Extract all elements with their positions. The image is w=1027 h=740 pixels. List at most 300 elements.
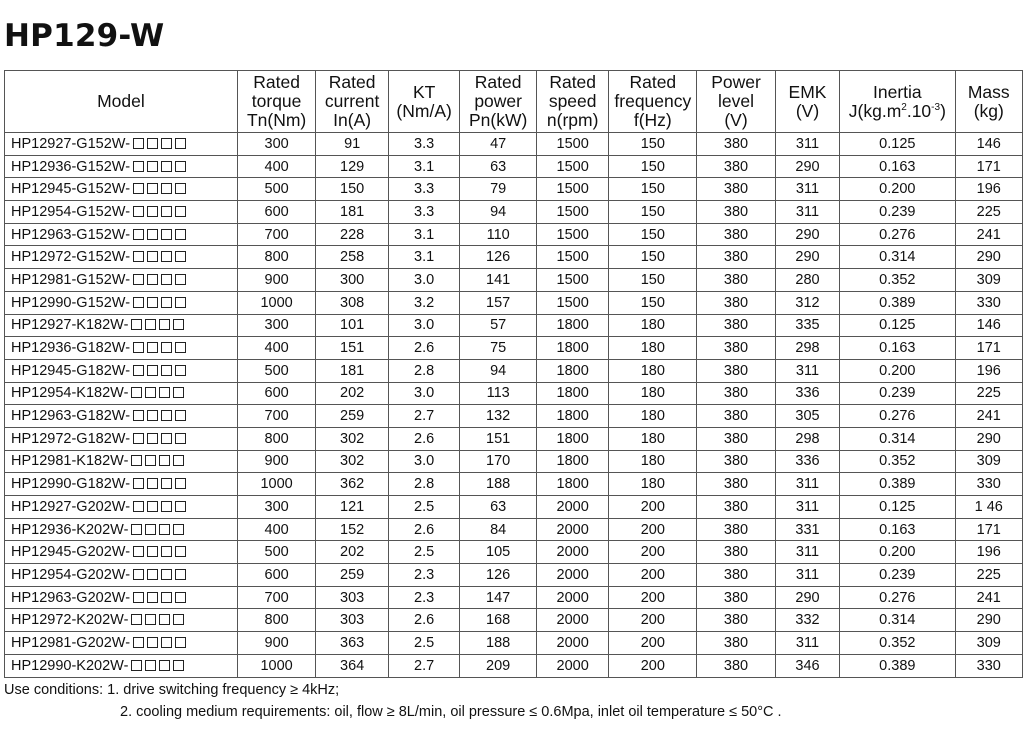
- cell-model: [5, 518, 238, 541]
- cell-power: 126: [460, 564, 537, 587]
- cell-inertia: 0.276: [840, 223, 955, 246]
- table-row: [5, 541, 1023, 564]
- cell-emk: 346: [775, 654, 839, 677]
- cell-mass: 241: [955, 223, 1022, 246]
- placeholder-box-icon: [133, 206, 144, 217]
- cell-inertia: 0.200: [840, 178, 955, 201]
- cell-current: 121: [316, 496, 388, 519]
- cell-speed: 1500: [536, 155, 608, 178]
- cell-model: [5, 314, 238, 337]
- model-code: HP12972-K202W-: [11, 612, 129, 629]
- cell-model: [5, 246, 238, 269]
- placeholder-box-icon: [161, 138, 172, 149]
- table-body: [5, 133, 1023, 678]
- cell-power: 84: [460, 518, 537, 541]
- placeholder-box-icon: [133, 229, 144, 240]
- cell-emk: 290: [775, 155, 839, 178]
- cell-power: 63: [460, 155, 537, 178]
- cell-current: 202: [316, 541, 388, 564]
- cell-torque: 1000: [237, 654, 316, 677]
- option-code-placeholders: [131, 385, 187, 401]
- cell-inertia: 0.314: [840, 609, 955, 632]
- cell-speed: 1800: [536, 382, 608, 405]
- placeholder-box-icon: [173, 660, 184, 671]
- table-row: [5, 269, 1023, 292]
- cell-speed: 1800: [536, 473, 608, 496]
- cell-inertia: 0.200: [840, 541, 955, 564]
- cell-frequency: 200: [609, 564, 697, 587]
- header-power-level: Power level (V): [697, 71, 776, 133]
- cell-power-level: 380: [697, 178, 776, 201]
- table-row: [5, 427, 1023, 450]
- cell-emk: 336: [775, 382, 839, 405]
- cell-speed: 1500: [536, 246, 608, 269]
- cell-mass: 225: [955, 382, 1022, 405]
- cell-model: [5, 133, 238, 156]
- cell-power: 151: [460, 427, 537, 450]
- cell-frequency: 150: [609, 246, 697, 269]
- placeholder-box-icon: [161, 637, 172, 648]
- placeholder-box-icon: [131, 660, 142, 671]
- placeholder-box-icon: [145, 524, 156, 535]
- cell-mass: 196: [955, 541, 1022, 564]
- cell-model: [5, 541, 238, 564]
- table-row: [5, 473, 1023, 496]
- model-code: HP12945-G152W-: [11, 181, 131, 198]
- cell-power-level: 380: [697, 382, 776, 405]
- placeholder-box-icon: [147, 251, 158, 262]
- cell-current: 150: [316, 178, 388, 201]
- cell-power-level: 380: [697, 473, 776, 496]
- cell-power-level: 380: [697, 405, 776, 428]
- cell-current: 303: [316, 609, 388, 632]
- cell-model: [5, 496, 238, 519]
- cell-frequency: 180: [609, 359, 697, 382]
- cell-torque: 800: [237, 427, 316, 450]
- cell-power-level: 380: [697, 632, 776, 655]
- cell-kt: 2.6: [388, 427, 459, 450]
- model-code: HP12927-K182W-: [11, 317, 129, 334]
- cell-kt: 2.5: [388, 541, 459, 564]
- placeholder-box-icon: [175, 138, 186, 149]
- cell-inertia: 0.352: [840, 450, 955, 473]
- cell-mass: 171: [955, 518, 1022, 541]
- model-code: HP12972-G182W-: [11, 430, 131, 447]
- model-code: HP12945-G202W-: [11, 544, 131, 561]
- placeholder-box-icon: [161, 251, 172, 262]
- cell-torque: 1000: [237, 473, 316, 496]
- placeholder-box-icon: [161, 229, 172, 240]
- cell-speed: 2000: [536, 609, 608, 632]
- cell-current: 259: [316, 564, 388, 587]
- model-code: HP12927-G152W-: [11, 135, 131, 152]
- cell-kt: 2.7: [388, 654, 459, 677]
- table-row: [5, 246, 1023, 269]
- option-code-placeholders: [133, 476, 189, 492]
- cell-model: [5, 337, 238, 360]
- cell-current: 303: [316, 586, 388, 609]
- cell-inertia: 0.125: [840, 496, 955, 519]
- cell-model: [5, 201, 238, 224]
- cell-frequency: 200: [609, 496, 697, 519]
- cell-frequency: 180: [609, 405, 697, 428]
- cell-model: [5, 223, 238, 246]
- cell-current: 258: [316, 246, 388, 269]
- option-code-placeholders: [133, 295, 189, 311]
- cell-power-level: 380: [697, 586, 776, 609]
- cell-torque: 900: [237, 269, 316, 292]
- cell-emk: 290: [775, 586, 839, 609]
- placeholder-box-icon: [175, 433, 186, 444]
- cell-kt: 2.5: [388, 632, 459, 655]
- cell-current: 228: [316, 223, 388, 246]
- cell-speed: 2000: [536, 518, 608, 541]
- cell-emk: 290: [775, 246, 839, 269]
- model-code: HP12936-G182W-: [11, 340, 131, 357]
- table-row: [5, 337, 1023, 360]
- cell-speed: 1800: [536, 314, 608, 337]
- placeholder-box-icon: [175, 592, 186, 603]
- placeholder-box-icon: [161, 274, 172, 285]
- cell-frequency: 150: [609, 178, 697, 201]
- model-code: HP12954-G152W-: [11, 203, 131, 220]
- table-row: [5, 133, 1023, 156]
- option-code-placeholders: [133, 408, 189, 424]
- placeholder-box-icon: [133, 297, 144, 308]
- cell-current: 364: [316, 654, 388, 677]
- cell-mass: 309: [955, 632, 1022, 655]
- cell-torque: 1000: [237, 291, 316, 314]
- cell-torque: 600: [237, 201, 316, 224]
- cell-power-level: 380: [697, 654, 776, 677]
- cell-current: 302: [316, 427, 388, 450]
- option-code-placeholders: [131, 658, 187, 674]
- placeholder-box-icon: [145, 614, 156, 625]
- placeholder-box-icon: [147, 229, 158, 240]
- cell-emk: 298: [775, 427, 839, 450]
- cell-frequency: 150: [609, 155, 697, 178]
- placeholder-box-icon: [161, 183, 172, 194]
- cell-mass: 330: [955, 291, 1022, 314]
- model-code: HP12936-G152W-: [11, 158, 131, 175]
- placeholder-box-icon: [131, 455, 142, 466]
- cell-mass: 146: [955, 133, 1022, 156]
- cell-frequency: 200: [609, 541, 697, 564]
- cell-mass: 290: [955, 427, 1022, 450]
- cell-kt: 3.1: [388, 246, 459, 269]
- option-code-placeholders: [133, 249, 189, 265]
- cell-emk: 336: [775, 450, 839, 473]
- cell-power: 79: [460, 178, 537, 201]
- cell-speed: 1500: [536, 291, 608, 314]
- cell-frequency: 200: [609, 632, 697, 655]
- cell-torque: 600: [237, 382, 316, 405]
- cell-speed: 2000: [536, 496, 608, 519]
- cell-power: 47: [460, 133, 537, 156]
- cell-kt: 3.0: [388, 269, 459, 292]
- table-row: [5, 654, 1023, 677]
- cell-torque: 600: [237, 564, 316, 587]
- cell-emk: 311: [775, 133, 839, 156]
- cell-power: 105: [460, 541, 537, 564]
- placeholder-box-icon: [161, 342, 172, 353]
- table-header-row: [5, 71, 1023, 133]
- cell-power: 188: [460, 632, 537, 655]
- cell-speed: 2000: [536, 632, 608, 655]
- cell-kt: 2.8: [388, 473, 459, 496]
- cell-power-level: 380: [697, 201, 776, 224]
- model-code: HP12963-G202W-: [11, 589, 131, 606]
- table-row: [5, 359, 1023, 382]
- cell-mass: 196: [955, 359, 1022, 382]
- placeholder-box-icon: [133, 637, 144, 648]
- placeholder-box-icon: [131, 319, 142, 330]
- cell-kt: 2.6: [388, 518, 459, 541]
- cell-emk: 311: [775, 201, 839, 224]
- model-code: HP12990-G152W-: [11, 294, 131, 311]
- cell-power-level: 380: [697, 359, 776, 382]
- cell-model: [5, 427, 238, 450]
- cell-kt: 3.2: [388, 291, 459, 314]
- cell-mass: 330: [955, 473, 1022, 496]
- cell-speed: 1500: [536, 223, 608, 246]
- cell-kt: 3.3: [388, 201, 459, 224]
- cell-torque: 900: [237, 632, 316, 655]
- cell-frequency: 150: [609, 133, 697, 156]
- header-kt: KT (Nm/A): [388, 71, 459, 133]
- cell-power-level: 380: [697, 291, 776, 314]
- cell-frequency: 180: [609, 314, 697, 337]
- placeholder-box-icon: [145, 660, 156, 671]
- option-code-placeholders: [133, 431, 189, 447]
- model-code: HP12972-G152W-: [11, 249, 131, 266]
- cell-speed: 1800: [536, 427, 608, 450]
- placeholder-box-icon: [159, 455, 170, 466]
- cell-frequency: 200: [609, 518, 697, 541]
- placeholder-box-icon: [159, 660, 170, 671]
- placeholder-box-icon: [133, 365, 144, 376]
- header-power: Rated power Pn(kW): [460, 71, 537, 133]
- cell-power: 188: [460, 473, 537, 496]
- cell-power-level: 380: [697, 427, 776, 450]
- table-row: [5, 586, 1023, 609]
- cell-current: 181: [316, 359, 388, 382]
- cell-power-level: 380: [697, 246, 776, 269]
- option-code-placeholders: [133, 567, 189, 583]
- cell-power-level: 380: [697, 450, 776, 473]
- header-speed: Rated speed n(rpm): [536, 71, 608, 133]
- placeholder-box-icon: [147, 501, 158, 512]
- cell-mass: 171: [955, 155, 1022, 178]
- cell-emk: 290: [775, 223, 839, 246]
- cell-current: 101: [316, 314, 388, 337]
- cell-inertia: 0.389: [840, 654, 955, 677]
- cell-kt: 2.6: [388, 337, 459, 360]
- cell-power-level: 380: [697, 518, 776, 541]
- cell-torque: 300: [237, 133, 316, 156]
- cell-mass: 309: [955, 450, 1022, 473]
- cell-kt: 3.1: [388, 155, 459, 178]
- placeholder-box-icon: [133, 478, 144, 489]
- cell-mass: 196: [955, 178, 1022, 201]
- cell-power: 110: [460, 223, 537, 246]
- model-code: HP12981-K182W-: [11, 453, 129, 470]
- option-code-placeholders: [133, 181, 189, 197]
- placeholder-box-icon: [175, 342, 186, 353]
- cell-speed: 2000: [536, 654, 608, 677]
- model-code: HP12945-G182W-: [11, 362, 131, 379]
- cell-inertia: 0.163: [840, 337, 955, 360]
- cell-model: [5, 178, 238, 201]
- placeholder-box-icon: [133, 592, 144, 603]
- cell-power: 168: [460, 609, 537, 632]
- placeholder-box-icon: [175, 546, 186, 557]
- placeholder-box-icon: [159, 524, 170, 535]
- cell-emk: 311: [775, 541, 839, 564]
- cell-current: 129: [316, 155, 388, 178]
- placeholder-box-icon: [159, 614, 170, 625]
- placeholder-box-icon: [175, 274, 186, 285]
- option-code-placeholders: [133, 204, 189, 220]
- cell-torque: 800: [237, 246, 316, 269]
- placeholder-box-icon: [147, 274, 158, 285]
- cell-kt: 3.3: [388, 178, 459, 201]
- table-row: [5, 496, 1023, 519]
- cell-model: [5, 450, 238, 473]
- cell-mass: 241: [955, 405, 1022, 428]
- placeholder-box-icon: [147, 183, 158, 194]
- cell-model: [5, 155, 238, 178]
- cell-frequency: 180: [609, 450, 697, 473]
- cell-emk: 335: [775, 314, 839, 337]
- cell-emk: 280: [775, 269, 839, 292]
- option-code-placeholders: [133, 499, 189, 515]
- cell-speed: 1500: [536, 178, 608, 201]
- cell-current: 151: [316, 337, 388, 360]
- cell-inertia: 0.239: [840, 564, 955, 587]
- cell-model: [5, 654, 238, 677]
- cell-emk: 311: [775, 178, 839, 201]
- placeholder-box-icon: [147, 410, 158, 421]
- placeholder-box-icon: [147, 637, 158, 648]
- cell-torque: 900: [237, 450, 316, 473]
- cell-torque: 700: [237, 223, 316, 246]
- placeholder-box-icon: [145, 387, 156, 398]
- cell-frequency: 180: [609, 382, 697, 405]
- cell-mass: 1 46: [955, 496, 1022, 519]
- cell-power-level: 380: [697, 155, 776, 178]
- cell-mass: 225: [955, 201, 1022, 224]
- placeholder-box-icon: [173, 614, 184, 625]
- table-row: [5, 223, 1023, 246]
- cell-kt: 2.5: [388, 496, 459, 519]
- placeholder-box-icon: [133, 161, 144, 172]
- cell-torque: 500: [237, 178, 316, 201]
- cell-speed: 1800: [536, 359, 608, 382]
- cell-inertia: 0.314: [840, 427, 955, 450]
- cell-power-level: 380: [697, 269, 776, 292]
- option-code-placeholders: [131, 453, 187, 469]
- placeholder-box-icon: [147, 161, 158, 172]
- placeholder-box-icon: [173, 524, 184, 535]
- placeholder-box-icon: [175, 229, 186, 240]
- model-code: HP12936-K202W-: [11, 521, 129, 538]
- header-torque: Rated torque Tn(Nm): [237, 71, 316, 133]
- cell-mass: 309: [955, 269, 1022, 292]
- cell-torque: 400: [237, 518, 316, 541]
- table-row: [5, 178, 1023, 201]
- placeholder-box-icon: [133, 410, 144, 421]
- cell-inertia: 0.163: [840, 518, 955, 541]
- cell-mass: 290: [955, 609, 1022, 632]
- model-code: HP12954-G202W-: [11, 566, 131, 583]
- cell-frequency: 200: [609, 586, 697, 609]
- option-code-placeholders: [133, 159, 189, 175]
- model-code: HP12990-K202W-: [11, 657, 129, 674]
- option-code-placeholders: [131, 522, 187, 538]
- cell-inertia: 0.389: [840, 473, 955, 496]
- use-conditions-notes: [4, 679, 782, 723]
- table-row: [5, 382, 1023, 405]
- cell-frequency: 150: [609, 201, 697, 224]
- placeholder-box-icon: [161, 501, 172, 512]
- placeholder-box-icon: [133, 546, 144, 557]
- placeholder-box-icon: [175, 206, 186, 217]
- model-code: HP12981-G152W-: [11, 271, 131, 288]
- option-code-placeholders: [133, 590, 189, 606]
- placeholder-box-icon: [173, 319, 184, 330]
- placeholder-box-icon: [145, 455, 156, 466]
- cell-emk: 298: [775, 337, 839, 360]
- cell-current: 91: [316, 133, 388, 156]
- cell-emk: 331: [775, 518, 839, 541]
- note-line-2: 2. cooling medium requirements: oil, flow ≥ 8L/min, oil pressure ≤ 0.6Mpa, inlet oil temperature ≤ 50°C .: [120, 704, 782, 720]
- cell-speed: 2000: [536, 586, 608, 609]
- cell-power: 157: [460, 291, 537, 314]
- cell-power: 126: [460, 246, 537, 269]
- cell-inertia: 0.276: [840, 405, 955, 428]
- cell-power-level: 380: [697, 337, 776, 360]
- option-code-placeholders: [133, 363, 189, 379]
- cell-kt: 3.3: [388, 133, 459, 156]
- cell-speed: 1500: [536, 201, 608, 224]
- placeholder-box-icon: [133, 569, 144, 580]
- cell-inertia: 0.125: [840, 133, 955, 156]
- cell-kt: 2.6: [388, 609, 459, 632]
- cell-current: 259: [316, 405, 388, 428]
- header-emk: EMK (V): [775, 71, 839, 133]
- option-code-placeholders: [131, 317, 187, 333]
- placeholder-box-icon: [173, 387, 184, 398]
- model-code: HP12954-K182W-: [11, 385, 129, 402]
- cell-current: 202: [316, 382, 388, 405]
- placeholder-box-icon: [147, 592, 158, 603]
- table-row: [5, 405, 1023, 428]
- placeholder-box-icon: [161, 478, 172, 489]
- cell-speed: 1800: [536, 405, 608, 428]
- cell-model: [5, 269, 238, 292]
- cell-current: 152: [316, 518, 388, 541]
- cell-inertia: 0.276: [840, 586, 955, 609]
- cell-kt: 2.3: [388, 564, 459, 587]
- placeholder-box-icon: [133, 342, 144, 353]
- cell-model: [5, 632, 238, 655]
- header-inertia: Inertia $J(kg.m^2.10^{-3})$: [840, 71, 955, 133]
- cell-inertia: 0.314: [840, 246, 955, 269]
- option-code-placeholders: [133, 340, 189, 356]
- table-row: [5, 450, 1023, 473]
- placeholder-box-icon: [133, 433, 144, 444]
